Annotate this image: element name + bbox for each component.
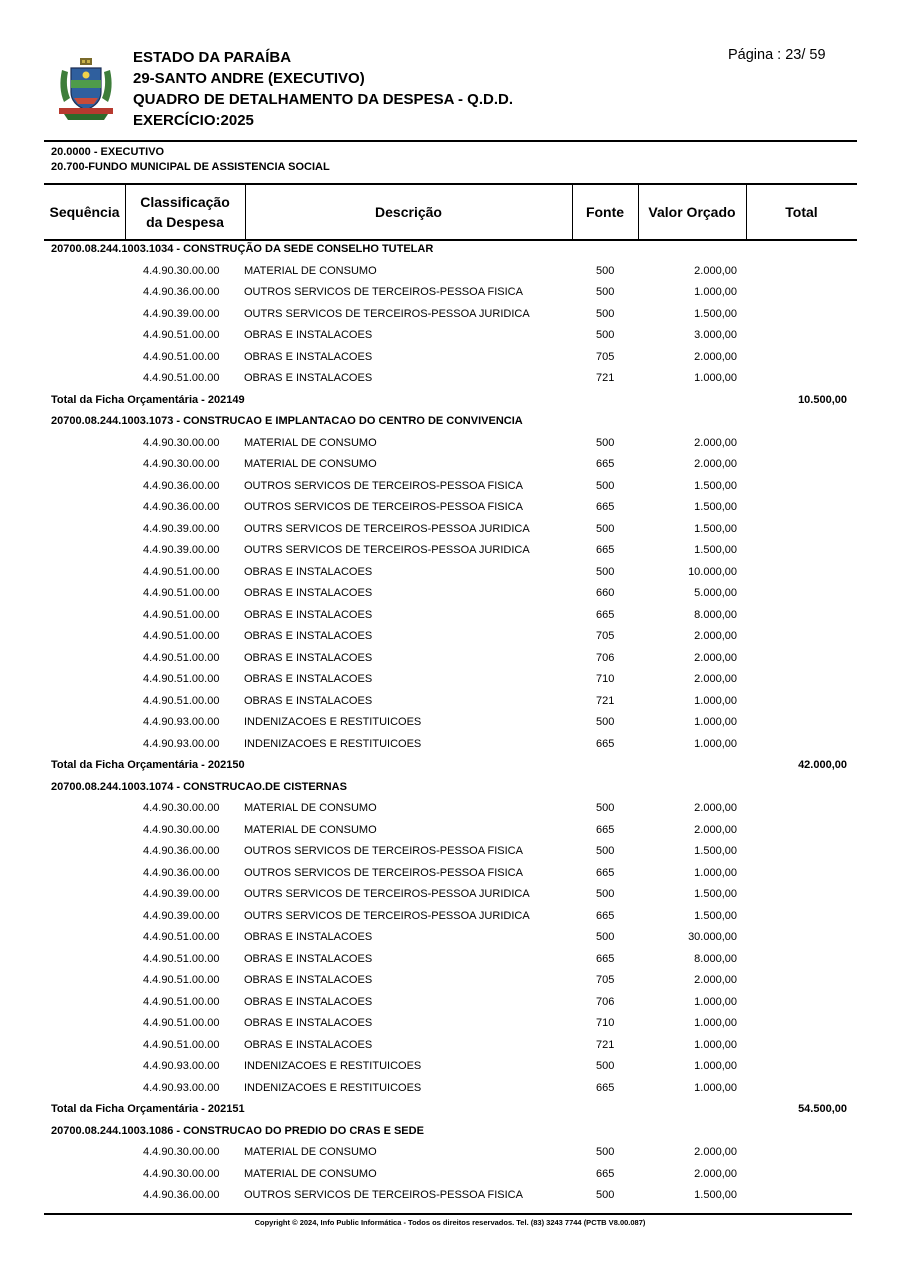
row-source: 665 bbox=[596, 737, 615, 750]
row-classification: 4.4.90.51.00.00 bbox=[143, 974, 220, 986]
row-value: 2.000,00 bbox=[694, 823, 737, 836]
row-classification: 4.4.90.36.00.00 bbox=[143, 501, 220, 513]
row-classification: 4.4.90.30.00.00 bbox=[143, 1167, 220, 1180]
header-divider bbox=[44, 140, 857, 142]
row-classification: 4.4.90.51.00.00 bbox=[143, 673, 220, 685]
row-value: 2.000,00 bbox=[694, 673, 737, 685]
row-description: MATERIAL DE CONSUMO bbox=[244, 1146, 377, 1158]
unit-label: 20.700-FUNDO MUNICIPAL DE ASSISTENCIA SOCIAL bbox=[51, 161, 330, 173]
row-source: 721 bbox=[596, 372, 615, 384]
row-classification: 4.4.90.39.00.00 bbox=[143, 909, 220, 922]
row-source: 665 bbox=[596, 544, 615, 556]
row-description: OBRAS E INSTALACOES bbox=[244, 329, 373, 341]
row-value: 2.000,00 bbox=[694, 1167, 737, 1180]
table-header bbox=[44, 185, 857, 241]
row-classification: 4.4.90.51.00.00 bbox=[143, 694, 220, 707]
row-value: 2.000,00 bbox=[694, 974, 737, 986]
row-source: 500 bbox=[596, 802, 615, 814]
footer-divider bbox=[44, 1213, 852, 1215]
row-classification: 4.4.90.51.00.00 bbox=[143, 1017, 220, 1029]
budget-sheet-total-value: 10.500,00 bbox=[798, 393, 847, 406]
row-value: 1.500,00 bbox=[694, 888, 737, 900]
page-number: Página : 23/ 59 bbox=[728, 47, 826, 63]
row-classification: 4.4.90.30.00.00 bbox=[143, 436, 220, 449]
row-description: OUTROS SERVICOS DE TERCEIROS-PESSOA FISICA bbox=[244, 866, 523, 879]
row-value: 2.000,00 bbox=[694, 1146, 737, 1158]
row-value: 2.000,00 bbox=[694, 802, 737, 814]
row-value: 2.000,00 bbox=[694, 651, 737, 664]
row-value: 1.500,00 bbox=[694, 1189, 737, 1201]
budget-sheet-total-label: Total da Ficha Orçamentária - 202149 bbox=[51, 393, 245, 406]
column-header-classificacao bbox=[125, 185, 245, 239]
budget-sheet-total-value: 42.000,00 bbox=[798, 759, 847, 771]
row-source: 500 bbox=[596, 845, 615, 857]
row-source: 665 bbox=[596, 909, 615, 922]
org-label: 20.0000 - EXECUTIVO bbox=[51, 146, 165, 158]
row-value: 1.000,00 bbox=[694, 1081, 737, 1094]
row-classification: 4.4.90.39.00.00 bbox=[143, 307, 220, 320]
row-source: 665 bbox=[596, 501, 615, 513]
row-source: 721 bbox=[596, 1038, 615, 1051]
row-classification: 4.4.90.36.00.00 bbox=[143, 479, 220, 492]
row-source: 500 bbox=[596, 716, 615, 728]
row-description: OBRAS E INSTALACOES bbox=[244, 995, 373, 1008]
row-value: 1.500,00 bbox=[694, 479, 737, 492]
row-description: OUTRS SERVICOS DE TERCEIROS-PESSOA JURIDICA bbox=[244, 909, 530, 922]
row-source: 665 bbox=[596, 952, 615, 965]
row-source: 705 bbox=[596, 350, 615, 363]
row-classification: 4.4.90.51.00.00 bbox=[143, 329, 220, 341]
row-classification: 4.4.90.93.00.00 bbox=[143, 737, 220, 750]
row-description: OBRAS E INSTALACOES bbox=[244, 565, 373, 578]
row-description: OBRAS E INSTALACOES bbox=[244, 694, 373, 707]
row-source: 500 bbox=[596, 1189, 615, 1201]
row-classification: 4.4.90.39.00.00 bbox=[143, 888, 220, 900]
row-description: INDENIZACOES E RESTITUICOES bbox=[244, 1081, 422, 1094]
column-header-valor-orcado: Valor Orçado bbox=[648, 204, 736, 220]
row-classification: 4.4.90.51.00.00 bbox=[143, 565, 220, 578]
row-classification: 4.4.90.93.00.00 bbox=[143, 716, 220, 728]
column-header-descricao: Descrição bbox=[375, 204, 442, 220]
row-value: 3.000,00 bbox=[694, 329, 737, 341]
row-classification: 4.4.90.30.00.00 bbox=[143, 264, 220, 277]
budget-sheet-total-label: Total da Ficha Orçamentária - 202150 bbox=[51, 759, 245, 771]
row-description: OBRAS E INSTALACOES bbox=[244, 608, 373, 621]
row-description: OBRAS E INSTALACOES bbox=[244, 1038, 373, 1051]
row-value: 5.000,00 bbox=[694, 587, 737, 599]
action-group-title: 20700.08.244.1003.1034 - CONSTRUÇÃO DA SEDE CONSELHO TUTELAR bbox=[51, 243, 434, 255]
row-description: MATERIAL DE CONSUMO bbox=[244, 802, 377, 814]
row-description: OUTRS SERVICOS DE TERCEIROS-PESSOA JURIDICA bbox=[244, 522, 530, 535]
row-description: OBRAS E INSTALACOES bbox=[244, 952, 373, 965]
row-classification: 4.4.90.36.00.00 bbox=[143, 1189, 220, 1201]
row-source: 705 bbox=[596, 630, 615, 642]
row-description: OBRAS E INSTALACOES bbox=[244, 630, 373, 642]
row-description: OBRAS E INSTALACOES bbox=[244, 673, 373, 685]
row-classification: 4.4.90.51.00.00 bbox=[143, 630, 220, 642]
row-classification: 4.4.90.39.00.00 bbox=[143, 544, 220, 556]
row-value: 1.500,00 bbox=[694, 307, 737, 320]
row-description: OUTROS SERVICOS DE TERCEIROS-PESSOA FISICA bbox=[244, 479, 523, 492]
row-source: 500 bbox=[596, 436, 615, 449]
row-source: 500 bbox=[596, 307, 615, 320]
row-classification: 4.4.90.36.00.00 bbox=[143, 286, 220, 298]
sub-header bbox=[51, 145, 330, 175]
row-value: 30.000,00 bbox=[688, 931, 737, 943]
column-header-total: Total bbox=[785, 204, 818, 220]
row-source: 665 bbox=[596, 866, 615, 879]
row-description: OUTROS SERVICOS DE TERCEIROS-PESSOA FISICA bbox=[244, 501, 523, 513]
column-header-fonte: Fonte bbox=[585, 204, 625, 220]
row-value: 1.000,00 bbox=[694, 1060, 737, 1072]
row-value: 8.000,00 bbox=[694, 608, 737, 621]
row-source: 660 bbox=[596, 587, 615, 599]
row-source: 500 bbox=[596, 565, 615, 578]
row-classification: 4.4.90.51.00.00 bbox=[143, 952, 220, 965]
row-source: 500 bbox=[596, 1146, 615, 1158]
row-source: 500 bbox=[596, 479, 615, 492]
report-title: QUADRO DE DETALHAMENTO DA DESPESA - Q.D.D. bbox=[133, 91, 514, 108]
row-description: MATERIAL DE CONSUMO bbox=[244, 823, 377, 836]
row-description: OBRAS E INSTALACOES bbox=[244, 931, 373, 943]
action-group-title: 20700.08.244.1003.1086 - CONSTRUCAO DO PREDIO DO CRAS E SEDE bbox=[51, 1124, 424, 1137]
column-header-classificacao-line2: da Despesa bbox=[146, 214, 224, 230]
row-source: 665 bbox=[596, 458, 615, 470]
row-classification: 4.4.90.36.00.00 bbox=[143, 866, 220, 879]
budget-sheet-total-label: Total da Ficha Orçamentária - 202151 bbox=[51, 1103, 245, 1115]
row-value: 1.500,00 bbox=[694, 544, 737, 556]
report-header bbox=[133, 47, 513, 131]
row-source: 500 bbox=[596, 264, 615, 277]
row-classification: 4.4.90.93.00.00 bbox=[143, 1081, 220, 1094]
row-value: 8.000,00 bbox=[694, 952, 737, 965]
row-description: MATERIAL DE CONSUMO bbox=[244, 458, 377, 470]
row-classification: 4.4.90.30.00.00 bbox=[143, 823, 220, 836]
row-description: OBRAS E INSTALACOES bbox=[244, 350, 373, 363]
row-value: 1.500,00 bbox=[694, 522, 737, 535]
copyright-footer: Copyright © 2024, Info Public Informática - Todos os direitos reservados. Tel. (83) 3243 7744 (PCTB V8.00.087) bbox=[254, 1218, 646, 1227]
exercise-year: EXERCÍCIO:2025 bbox=[133, 112, 254, 129]
row-value: 10.000,00 bbox=[688, 565, 737, 578]
row-value: 1.000,00 bbox=[694, 1038, 737, 1051]
row-description: INDENIZACOES E RESTITUICOES bbox=[244, 1060, 422, 1072]
row-description: OBRAS E INSTALACOES bbox=[244, 587, 373, 599]
row-description: INDENIZACOES E RESTITUICOES bbox=[244, 716, 422, 728]
row-value: 2.000,00 bbox=[694, 436, 737, 449]
row-value: 1.000,00 bbox=[694, 995, 737, 1008]
row-description: OBRAS E INSTALACOES bbox=[244, 974, 373, 986]
row-value: 1.000,00 bbox=[694, 694, 737, 707]
row-classification: 4.4.90.30.00.00 bbox=[143, 1146, 220, 1158]
row-value: 1.000,00 bbox=[694, 737, 737, 750]
row-description: OUTROS SERVICOS DE TERCEIROS-PESSOA FISICA bbox=[244, 286, 523, 298]
row-value: 1.500,00 bbox=[694, 909, 737, 922]
row-description: MATERIAL DE CONSUMO bbox=[244, 1167, 377, 1180]
row-value: 1.000,00 bbox=[694, 866, 737, 879]
row-description: OUTROS SERVICOS DE TERCEIROS-PESSOA FISICA bbox=[244, 1189, 523, 1201]
row-description: OBRAS E INSTALACOES bbox=[244, 372, 373, 384]
row-source: 500 bbox=[596, 1060, 615, 1072]
row-source: 500 bbox=[596, 931, 615, 943]
row-value: 2.000,00 bbox=[694, 264, 737, 277]
row-description: OUTRS SERVICOS DE TERCEIROS-PESSOA JURIDICA bbox=[244, 544, 530, 556]
row-source: 500 bbox=[596, 329, 615, 341]
row-value: 1.500,00 bbox=[694, 501, 737, 513]
row-value: 2.000,00 bbox=[694, 350, 737, 363]
column-header-sequencia: Sequência bbox=[49, 204, 120, 220]
row-source: 500 bbox=[596, 888, 615, 900]
budget-sheet-total-value: 54.500,00 bbox=[798, 1103, 847, 1115]
row-description: OUTROS SERVICOS DE TERCEIROS-PESSOA FISICA bbox=[244, 845, 523, 857]
row-classification: 4.4.90.51.00.00 bbox=[143, 608, 220, 621]
row-source: 665 bbox=[596, 1081, 615, 1094]
action-group-title: 20700.08.244.1003.1073 - CONSTRUCAO E IMPLANTACAO DO CENTRO DE CONVIVENCIA bbox=[51, 415, 523, 427]
row-description: OBRAS E INSTALACOES bbox=[244, 1017, 373, 1029]
row-classification: 4.4.90.51.00.00 bbox=[143, 350, 220, 363]
state-coat-of-arms-icon bbox=[56, 58, 116, 122]
row-classification: 4.4.90.51.00.00 bbox=[143, 931, 220, 943]
row-classification: 4.4.90.51.00.00 bbox=[143, 995, 220, 1008]
row-classification: 4.4.90.39.00.00 bbox=[143, 522, 220, 535]
row-source: 706 bbox=[596, 995, 615, 1008]
row-classification: 4.4.90.51.00.00 bbox=[143, 587, 220, 599]
row-source: 665 bbox=[596, 608, 615, 621]
row-value: 1.500,00 bbox=[694, 845, 737, 857]
action-group-title: 20700.08.244.1003.1074 - CONSTRUCAO.DE CISTERNAS bbox=[51, 780, 347, 793]
row-description: OBRAS E INSTALACOES bbox=[244, 651, 373, 664]
row-source: 665 bbox=[596, 1167, 615, 1180]
row-description: OUTRS SERVICOS DE TERCEIROS-PESSOA JURIDICA bbox=[244, 307, 530, 320]
row-value: 1.000,00 bbox=[694, 1017, 737, 1029]
row-value: 1.000,00 bbox=[694, 716, 737, 728]
row-classification: 4.4.90.51.00.00 bbox=[143, 1038, 220, 1051]
row-classification: 4.4.90.51.00.00 bbox=[143, 372, 220, 384]
row-value: 2.000,00 bbox=[694, 630, 737, 642]
row-description: INDENIZACOES E RESTITUICOES bbox=[244, 737, 422, 750]
row-source: 721 bbox=[596, 694, 615, 707]
row-classification: 4.4.90.30.00.00 bbox=[143, 458, 220, 470]
row-source: 665 bbox=[596, 823, 615, 836]
row-source: 706 bbox=[596, 651, 615, 664]
row-source: 705 bbox=[596, 974, 615, 986]
row-source: 500 bbox=[596, 286, 615, 298]
row-value: 1.000,00 bbox=[694, 372, 737, 384]
row-description: MATERIAL DE CONSUMO bbox=[244, 436, 377, 449]
row-description: MATERIAL DE CONSUMO bbox=[244, 264, 377, 277]
row-source: 710 bbox=[596, 673, 615, 685]
row-classification: 4.4.90.51.00.00 bbox=[143, 651, 220, 664]
row-value: 1.000,00 bbox=[694, 286, 737, 298]
row-source: 710 bbox=[596, 1017, 615, 1029]
entity-name: 29-SANTO ANDRE (EXECUTIVO) bbox=[133, 70, 365, 87]
row-classification: 4.4.90.36.00.00 bbox=[143, 845, 220, 857]
row-classification: 4.4.90.30.00.00 bbox=[143, 802, 220, 814]
row-value: 2.000,00 bbox=[694, 458, 737, 470]
row-classification: 4.4.90.93.00.00 bbox=[143, 1060, 220, 1072]
row-description: OUTRS SERVICOS DE TERCEIROS-PESSOA JURIDICA bbox=[244, 888, 530, 900]
state-name: ESTADO DA PARAÍBA bbox=[133, 49, 292, 66]
column-header-classificacao-line1: Classificação bbox=[140, 194, 230, 210]
row-source: 500 bbox=[596, 522, 615, 535]
